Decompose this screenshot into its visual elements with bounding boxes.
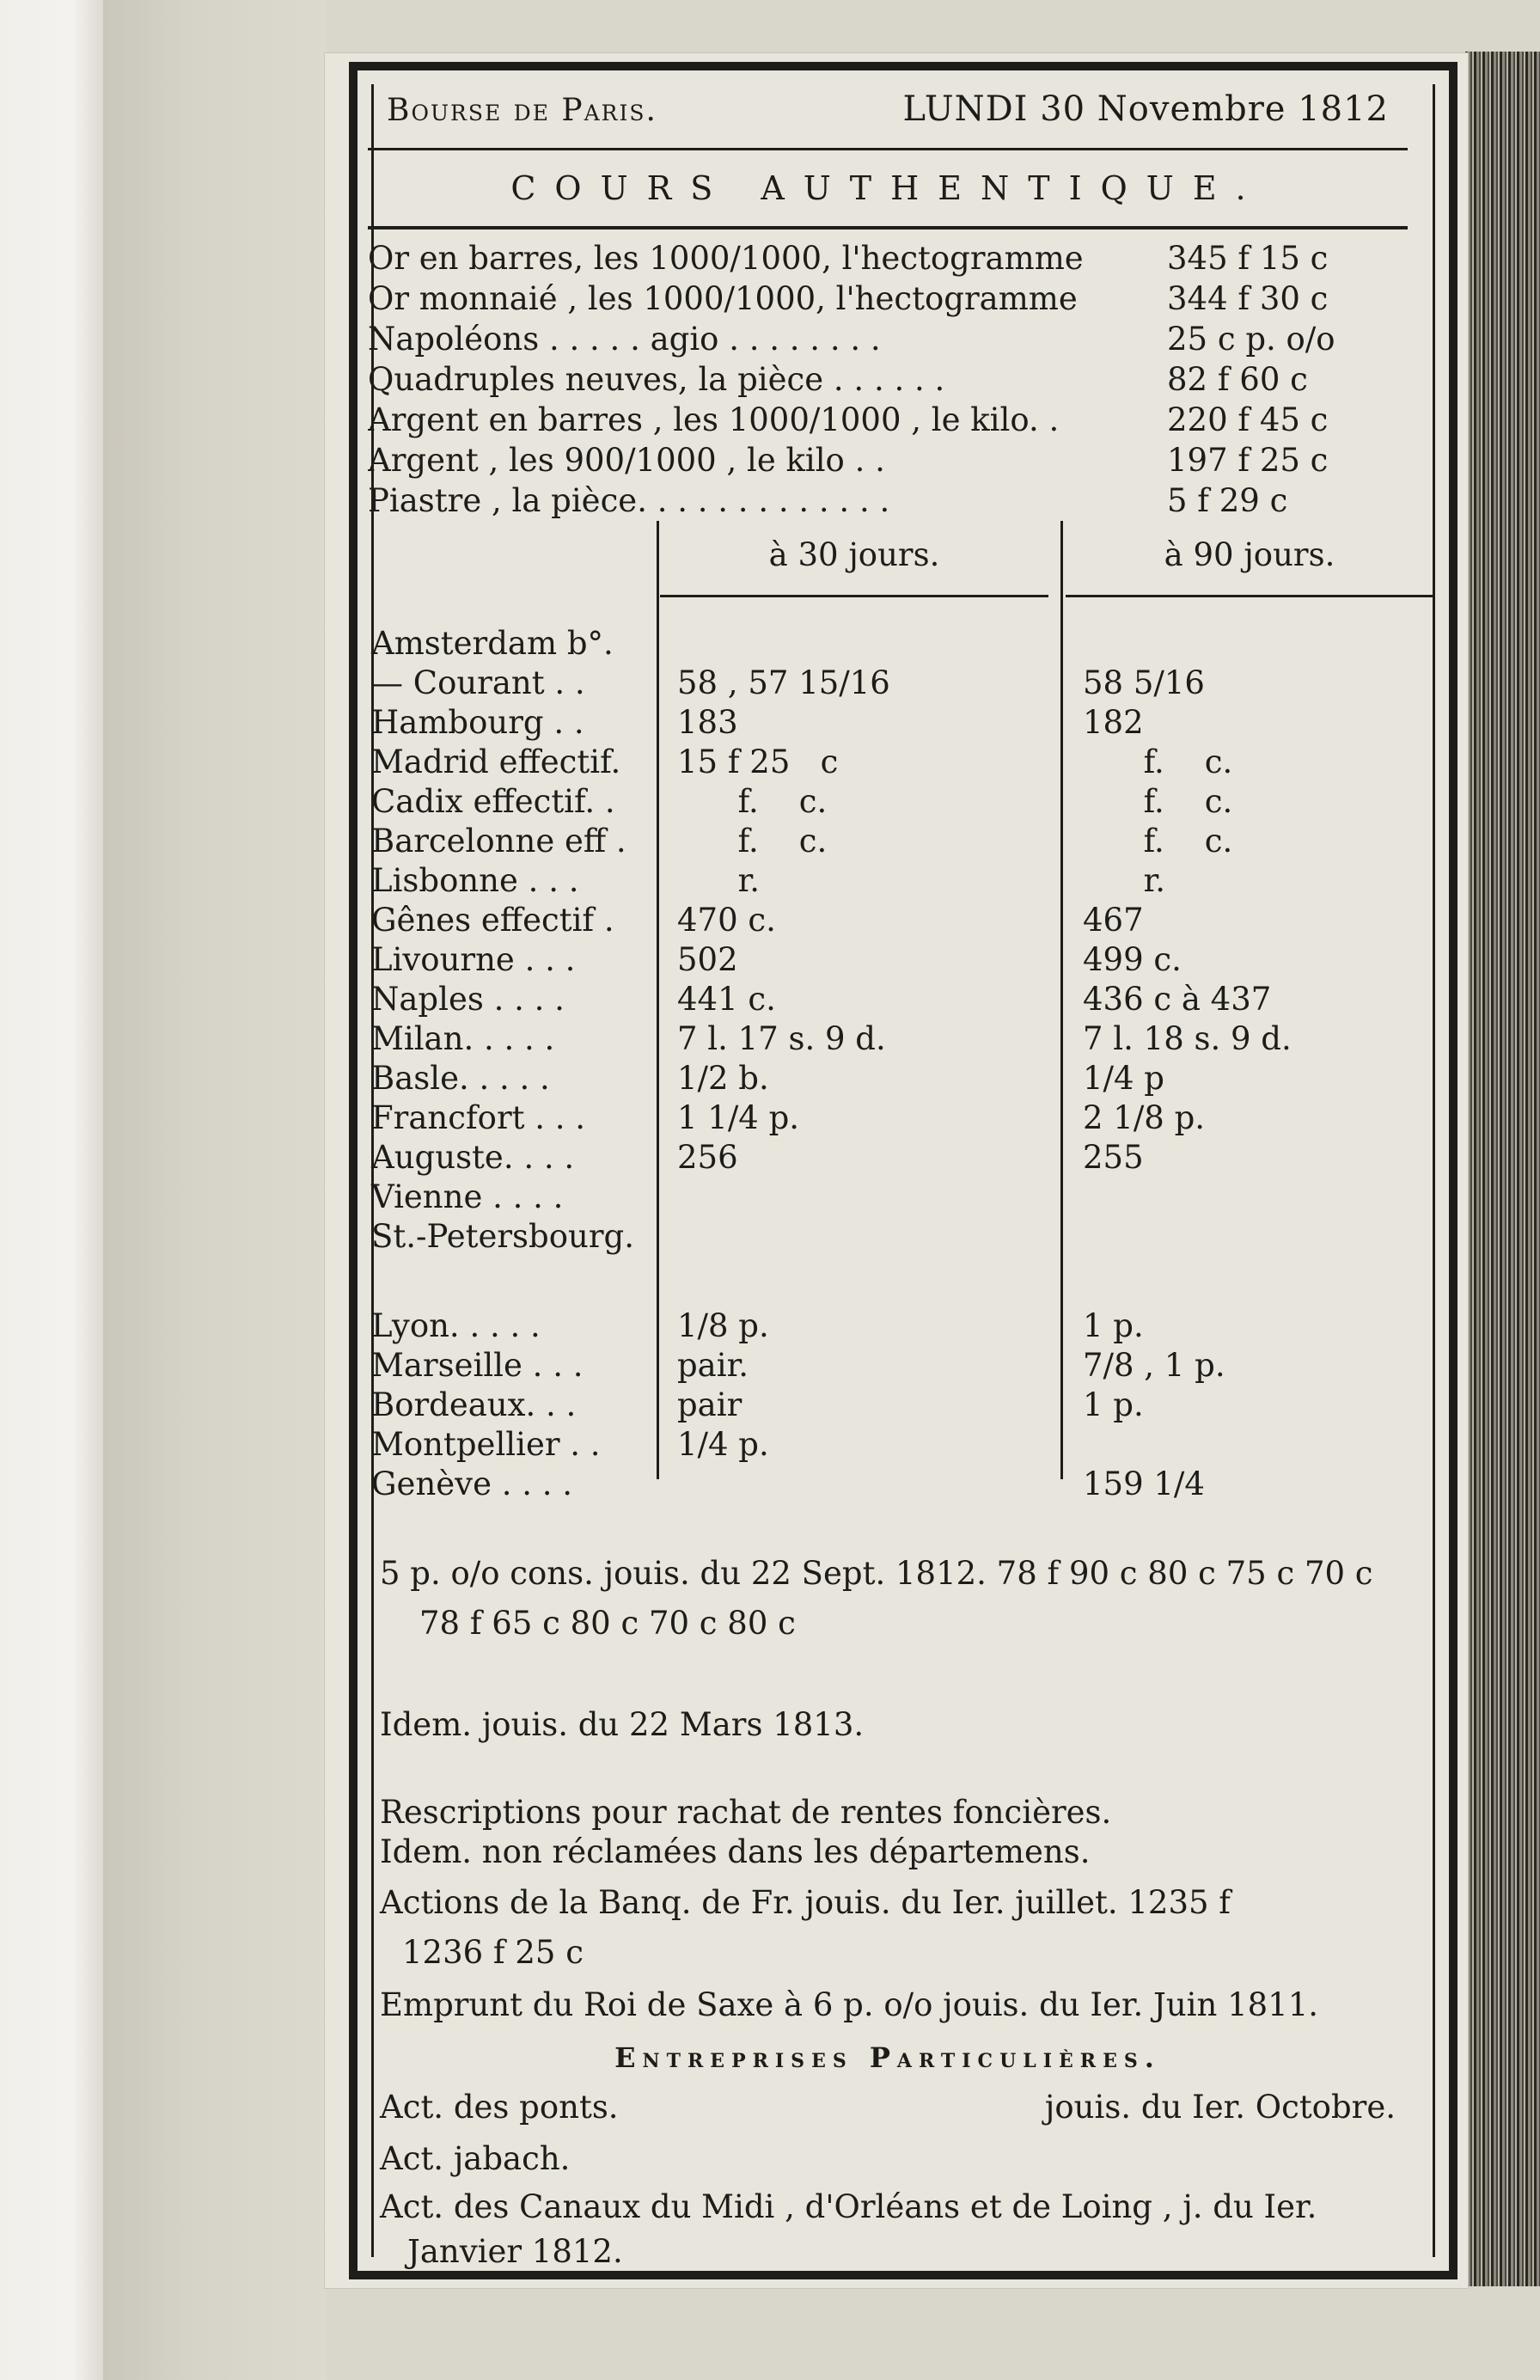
metal-label: Napoléons . . . . . agio . . . . . . . . <box>368 321 881 358</box>
rate-90-days: 1 p. <box>1083 1386 1144 1423</box>
exchange-city: Lisbonne . . . <box>371 862 579 899</box>
exchange-row <box>368 980 1408 1019</box>
exchange-city: Madrid effectif. <box>371 743 621 780</box>
rate-90-days: f. c. <box>1083 743 1233 780</box>
rate-90-days: 499 c. <box>1083 941 1182 978</box>
idem-line: Idem. jouis. du 22 Mars 1813. <box>380 1706 865 1743</box>
exchange-row <box>368 861 1408 901</box>
metal-value: 5 f 29 c <box>1167 482 1288 519</box>
exchange-city: Vienne . . . . <box>371 1178 564 1215</box>
rate-30-days: f. c. <box>677 823 828 860</box>
rate-90-days: r. <box>1083 862 1165 899</box>
exchange-row <box>368 1346 1408 1386</box>
exchange-city: Lyon. . . . . <box>371 1307 541 1344</box>
facing-page-edge <box>0 0 103 2380</box>
exchange-city: Milan. . . . . <box>371 1020 555 1057</box>
metal-value: 344 f 30 c <box>1167 280 1329 317</box>
header-rule <box>660 595 1048 597</box>
metal-value: 220 f 45 c <box>1167 401 1329 438</box>
jabach-line: Act. jabach. <box>380 2140 571 2177</box>
rate-90-days: 182 <box>1083 704 1144 741</box>
rate-90-days: 58 5/16 <box>1083 664 1205 701</box>
rate-30-days: 441 c. <box>677 981 776 1018</box>
metal-row <box>368 440 1408 480</box>
rate-30-days: 183 <box>677 704 738 741</box>
emprunt-line: Emprunt du Roi de Saxe à 6 p. o/o jouis. du Ier. Juin 1811. <box>380 1986 1319 2023</box>
exchange-city: Francfort . . . <box>371 1099 586 1136</box>
metal-value: 82 f 60 c <box>1167 361 1308 398</box>
exchange-city: Hambourg . . <box>371 704 584 741</box>
exchange-row <box>368 940 1408 980</box>
metal-row <box>368 238 1408 278</box>
rate-30-days: 7 l. 17 s. 9 d. <box>677 1020 886 1057</box>
exchange-city: Amsterdam b°. <box>371 625 614 662</box>
metal-value: 345 f 15 c <box>1167 240 1329 277</box>
exchange-row <box>368 664 1408 703</box>
bourse-label: Bourse de Paris. <box>387 93 657 128</box>
exchange-city: Genève . . . . <box>371 1465 573 1502</box>
lower-section <box>368 1549 1408 2274</box>
rate-30-days: 256 <box>677 1139 738 1176</box>
exchange-city: St.-Petersbourg. <box>371 1218 634 1255</box>
page-content <box>368 70 1408 2270</box>
rate-30-days: 470 c. <box>677 902 776 939</box>
exchange-row <box>368 1306 1408 1346</box>
metal-row <box>368 400 1408 440</box>
exchange-city: Cadix effectif. . <box>371 783 615 820</box>
exchange-city: Marseille . . . <box>371 1347 584 1384</box>
rate-30-days: pair. <box>677 1347 749 1384</box>
rate-30-days: 1/4 p. <box>677 1426 769 1463</box>
exchange-row <box>368 703 1408 743</box>
metal-label: Piastre , la pièce. . . . . . . . . . . . . <box>368 482 890 519</box>
printed-page <box>325 53 1468 2288</box>
metal-row <box>368 319 1408 359</box>
exchange-city: Bordeaux. . . <box>371 1386 577 1423</box>
exchange-row <box>368 624 1408 664</box>
exchange-row <box>368 1425 1408 1465</box>
exchange-city: Basle. . . . . <box>371 1060 550 1097</box>
exchange-row <box>368 901 1408 940</box>
metal-label: Quadruples neuves, la pièce . . . . . . <box>368 361 945 398</box>
rate-90-days: f. c. <box>1083 823 1233 860</box>
page-stack-edge <box>1465 52 1540 2286</box>
exchange-city: Barcelonne eff . <box>371 823 626 860</box>
column-header-30-days: à 30 jours. <box>768 536 940 573</box>
rate-90-days: 467 <box>1083 902 1144 939</box>
rate-30-days: f. c. <box>677 783 828 820</box>
metal-label: Argent en barres , les 1000/1000 , le kilo. . <box>368 401 1060 438</box>
rate-90-days: 159 1/4 <box>1083 1465 1205 1502</box>
exchange-row <box>368 1019 1408 1059</box>
exchange-row <box>368 782 1408 822</box>
rate-90-days: 7 l. 18 s. 9 d. <box>1083 1020 1292 1057</box>
rate-30-days: 502 <box>677 941 738 978</box>
exchange-row <box>368 1178 1408 1217</box>
exchange-row <box>368 1098 1408 1138</box>
page-header <box>368 70 1408 150</box>
metal-row <box>368 278 1408 319</box>
exchange-row <box>368 1217 1408 1257</box>
rate-90-days: 1 p. <box>1083 1307 1144 1344</box>
canaux-line-continued: Janvier 1812. <box>407 2233 623 2270</box>
metal-value: 25 c p. o/o <box>1167 321 1335 358</box>
rate-30-days: 1 1/4 p. <box>677 1099 800 1136</box>
book-gutter <box>103 0 327 2380</box>
rate-90-days: 2 1/8 p. <box>1083 1099 1206 1136</box>
exchange-city: Montpellier . . <box>371 1426 601 1463</box>
rate-30-days: r. <box>677 862 760 899</box>
metal-label: Or monnaié , les 1000/1000, l'hectogramme <box>368 280 1078 317</box>
rate-30-days: 1/2 b. <box>677 1060 769 1097</box>
exchange-row <box>368 1059 1408 1098</box>
rate-30-days: 58 , 57 15/16 <box>677 664 890 701</box>
rate-90-days: 7/8 , 1 p. <box>1083 1347 1225 1384</box>
date-label: LUNDI 30 Novembre 1812 <box>902 89 1389 129</box>
row-gap <box>368 1257 1408 1306</box>
exchange-row <box>368 1386 1408 1425</box>
exchange-city: Auguste. . . . <box>371 1139 575 1176</box>
ponts-label: Act. des ponts. <box>380 2089 619 2126</box>
entreprises-heading: Entreprises Particulières. <box>614 2041 1161 2074</box>
exchange-rows <box>368 624 1408 1504</box>
exchange-city: Naples . . . . <box>371 981 565 1018</box>
exchange-row <box>368 822 1408 861</box>
rate-90-days: 1/4 p <box>1083 1060 1164 1097</box>
metal-label: Argent , les 900/1000 , le kilo . . <box>368 442 885 479</box>
metal-label: Or en barres, les 1000/1000, l'hectogramme <box>368 240 1084 277</box>
rate-90-days: 255 <box>1083 1139 1144 1176</box>
exchange-row <box>368 1465 1408 1504</box>
actions-banque-line-continued: 1236 f 25 c <box>402 1934 584 1971</box>
ponts-jouis: jouis. du Ier. Octobre. <box>1044 2089 1396 2126</box>
actions-banque-line: Actions de la Banq. de Fr. jouis. du Ier. juillet. 1235 f <box>380 1884 1231 1921</box>
rate-30-days: pair <box>677 1386 742 1423</box>
rate-30-days: 1/8 p. <box>677 1307 769 1344</box>
exchange-table <box>368 521 1408 1502</box>
exchange-row <box>368 1138 1408 1178</box>
rentes-line-continued: 78 f 65 c 80 c 70 c 80 c <box>419 1605 796 1642</box>
header-rule <box>1066 595 1433 597</box>
idem-departemens-line: Idem. non réclamées dans les départemens. <box>380 1833 1091 1870</box>
metal-row <box>368 359 1408 400</box>
rentes-line: 5 p. o/o cons. jouis. du 22 Sept. 1812. 78 f 90 c 80 c 75 c 70 c <box>380 1555 1373 1592</box>
rate-90-days: 436 c à 437 <box>1083 981 1272 1018</box>
exchange-city: Livourne . . . <box>371 941 576 978</box>
metals-list <box>368 229 1408 521</box>
exchange-city: Gênes effectif . <box>371 902 614 939</box>
rate-30-days: 15 f 25 c <box>677 743 839 780</box>
page-title: COURS AUTHENTIQUE. <box>368 150 1408 229</box>
metal-value: 197 f 25 c <box>1167 442 1329 479</box>
ponts-line <box>368 2082 1408 2133</box>
metal-row <box>368 480 1408 521</box>
column-header-90-days: à 90 jours. <box>1164 536 1335 573</box>
exchange-row <box>368 743 1408 782</box>
exchange-city: — Courant . . <box>371 664 585 701</box>
rate-90-days: f. c. <box>1083 783 1233 820</box>
rescriptions-line: Rescriptions pour rachat de rentes foncières. <box>380 1794 1112 1831</box>
canaux-line: Act. des Canaux du Midi , d'Orléans et de Loing , j. du Ier. <box>380 2188 1317 2225</box>
